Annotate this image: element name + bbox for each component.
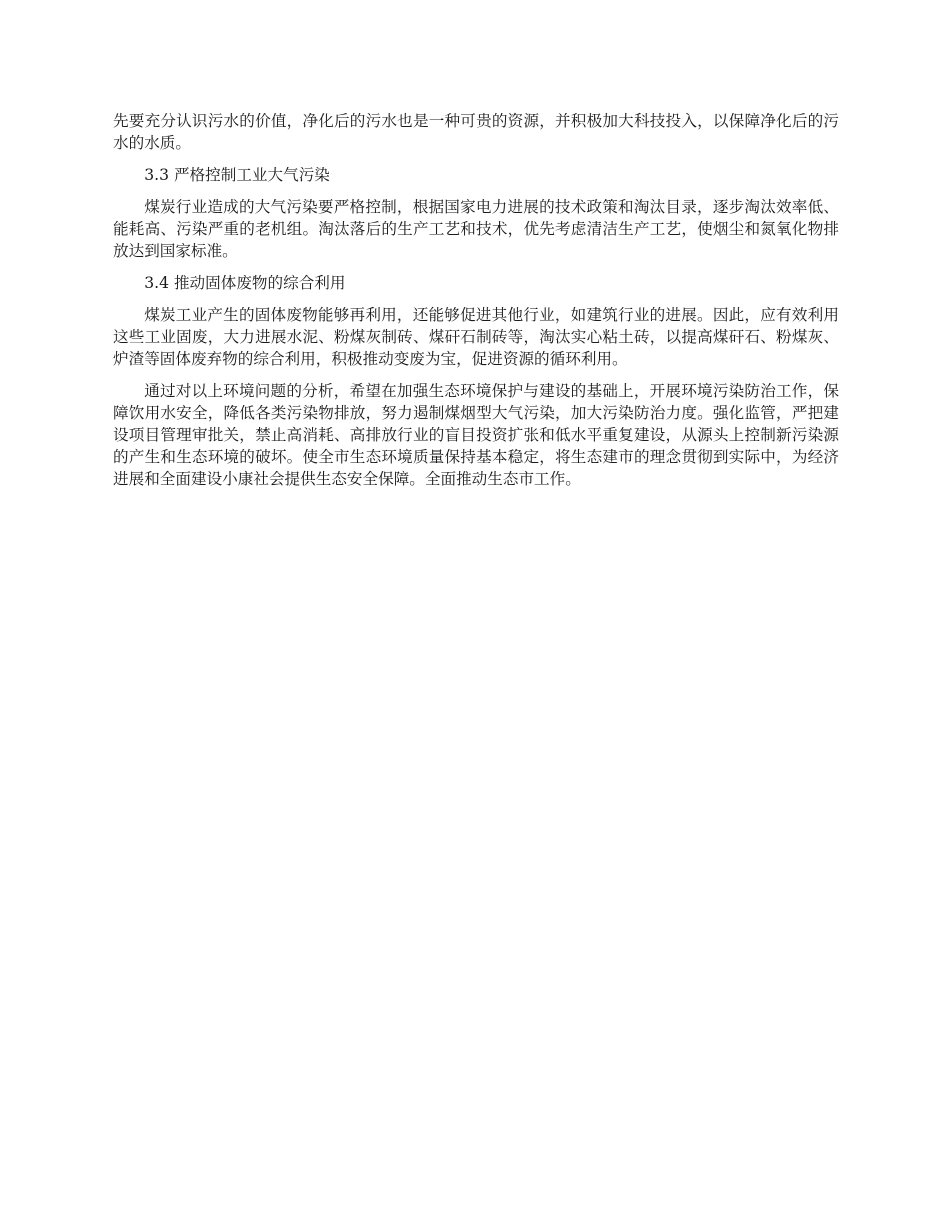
section-heading-3-4: 3.4 推动固体废物的综合利用 bbox=[144, 274, 346, 292]
paragraph-water-quality: 先要充分认识污水的价值，净化后的污水也是一种可贵的资源，并积极加大科技投入，以保障净化后的污水的水质。 bbox=[113, 112, 839, 152]
document-page bbox=[113, 110, 839, 500]
paragraph-air-pollution: 煤炭行业造成的大气污染要严格控制，根据国家电力进展的技术政策和淘汰目录，逐步淘汰效率低、能耗高、污染严重的老机组。淘汰落后的生产工艺和技术，优先考虑清洁生产工艺，使烟尘和氮氧化物排放达到国家标准。 bbox=[113, 198, 839, 260]
section-heading-3-3: 3.3 严格控制工业大气污染 bbox=[144, 166, 330, 184]
paragraph-solid-waste: 煤炭工业产生的固体废物能够再利用，还能够促进其他行业，如建筑行业的进展。因此，应有效利用这些工业固废，大力进展水泥、粉煤灰制砖、煤矸石制砖等，淘汰实心粘土砖，以提高煤矸石、粉煤灰、炉渣等固体废弃物的综合利用，积极推动变废为宝，促进资源的循环利用。 bbox=[113, 306, 839, 368]
paragraph-conclusion: 通过对以上环境问题的分析，希望在加强生态环境保护与建设的基础上，开展环境污染防治工作，保障饮用水安全，降低各类污染物排放，努力遏制煤烟型大气污染，加大污染防治力度。强化监管，严把建设项目管理审批关，禁止高消耗、高排放行业的盲目投资扩张和低水平重复建设，从源头上控制新污染源的产生和生态环境的破坏。使全市生态环境质量保持基本稳定，将生态建市的理念贯彻到实际中，为经济进展和全面建设小康社会提供生态安全保障。全面推动生态市工作。 bbox=[113, 382, 839, 488]
